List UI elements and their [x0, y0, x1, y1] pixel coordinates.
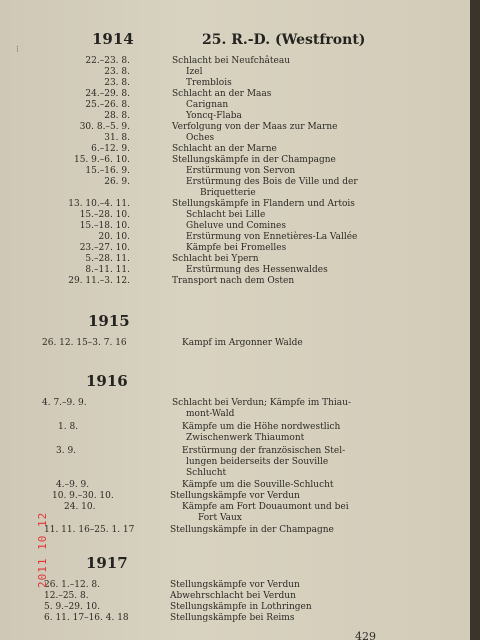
entry-date: 1. 8. [58, 422, 79, 432]
entry-event: Erstürmung von Ennetières-La Vallée [186, 232, 358, 242]
entry-date: 23.–27. 10. [79, 243, 130, 253]
list-item [0, 422, 470, 433]
entry-date: 5.–28. 11. [85, 254, 130, 264]
list-item [0, 409, 470, 420]
list-item [0, 446, 470, 457]
list-item [0, 613, 470, 624]
entry-date: 15. 9.–6. 10. [73, 155, 130, 165]
entry-event: Oches [186, 133, 215, 143]
entry-event: Kämpfe um die Höhe nordwestlich [182, 422, 341, 432]
entry-date: 5. 9.–29. 10. [44, 602, 101, 612]
entry-date: 31. 8. [104, 133, 130, 143]
list-item [0, 177, 470, 188]
list-item [0, 210, 470, 221]
entry-event: Schlucht [186, 468, 227, 478]
entry-event: Erstürmung des Hessenwaldes [186, 265, 328, 275]
list-item [0, 221, 470, 232]
entry-date: 8.–11. 11. [85, 265, 130, 275]
entry-event: Zwischenwerk Thiaumont [186, 433, 305, 443]
entry-event: Schlacht bei Ypern [172, 254, 259, 264]
entry-event: Fort Vaux [198, 513, 242, 523]
entry-date: 29. 11.–3. 12. [68, 276, 130, 286]
list-item [0, 480, 470, 491]
list-item [0, 67, 470, 78]
list-item [0, 232, 470, 243]
entry-event: Yoncq-Flaba [186, 111, 242, 121]
entry-event: Kämpfe bei Fromelles [186, 243, 287, 253]
entry-event: Tremblois [186, 78, 232, 88]
entry-event: Stellungskämpfe vor Verdun [170, 580, 300, 590]
entry-date: 12.–25. 8. [44, 591, 89, 601]
entry-date: 23. 8. [104, 67, 130, 77]
entry-date: 13. 10.–4. 11. [68, 199, 130, 209]
list-item [0, 591, 470, 602]
entry-date: 6.–12. 9. [91, 144, 130, 154]
entry-date: 4. 7.–9. 9. [42, 398, 87, 408]
list-item [0, 580, 470, 591]
entry-date: 22.–23. 8. [85, 56, 130, 66]
entry-event: Schlacht bei Verdun; Kämpfe im Thiau- [172, 398, 351, 408]
entry-date: 20. 10. [98, 232, 130, 242]
list-item [0, 122, 470, 133]
entry-date: 3. 9. [56, 446, 77, 456]
entry-event: Carignan [186, 100, 229, 110]
year-heading-1914: 1914 [92, 30, 134, 48]
list-item [0, 602, 470, 613]
entry-event: Izel [186, 67, 203, 77]
entry-date: 25.–26. 8. [85, 100, 130, 110]
list-item [0, 398, 470, 409]
entry-event: Briquetterie [200, 188, 256, 198]
entry-date: 10. 9.–30. 10. [52, 491, 114, 501]
entry-event: Schlacht bei Neufchâteau [172, 56, 291, 66]
list-item [0, 78, 470, 89]
entry-event: Stellungskämpfe bei Reims [170, 613, 295, 623]
book-edge [470, 0, 480, 640]
list-item [0, 155, 470, 166]
entry-event: Stellungskämpfe vor Verdun [170, 491, 300, 501]
entry-event: Erstürmung des Bois de Ville und der [186, 177, 358, 187]
list-item [0, 525, 470, 536]
entry-date: 28. 8. [104, 111, 130, 121]
entry-event: Verfolgung von der Maas zur Marne [172, 122, 338, 132]
entry-event: Gheluve und Comines [186, 221, 286, 231]
list-item [0, 144, 470, 155]
entry-date: 30. 8.–5. 9. [79, 122, 130, 132]
list-item [0, 457, 470, 468]
entry-event: Schlacht an der Marne [172, 144, 277, 154]
list-item [0, 433, 470, 444]
entry-event: Abwehrschlacht bei Verdun [170, 591, 296, 601]
entry-date: 6. 11. 17–16. 4. 18 [44, 613, 129, 623]
list-item [0, 513, 470, 524]
entry-date: 26. 12. 15–3. 7. 16 [42, 338, 127, 348]
list-item [0, 338, 470, 349]
entry-event: Stellungskämpfe in Flandern und Artois [172, 199, 355, 209]
entry-event: Kampf im Argonner Walde [182, 338, 303, 348]
list-item [0, 56, 470, 67]
list-item [0, 166, 470, 177]
list-item [0, 199, 470, 210]
year-heading-1916: 1916 [86, 372, 128, 390]
entry-date: 26. 9. [104, 177, 130, 187]
entry-event: lungen beiderseits der Souville [186, 457, 329, 467]
entry-date: 26. 1.–12. 8. [44, 580, 101, 590]
entry-date: 11. 11. 16–25. 1. 17 [44, 525, 135, 535]
list-item [0, 243, 470, 254]
entry-date: 15.–18. 10. [79, 221, 130, 231]
list-item [0, 276, 470, 287]
list-item [0, 254, 470, 265]
division-heading: 25. R.-D. (Westfront) [202, 32, 366, 48]
entry-event: Erstürmung der französischen Stel- [182, 446, 346, 456]
year-heading-1917: 1917 [86, 554, 128, 572]
entry-event: mont-Wald [186, 409, 235, 419]
entry-date: 24. 10. [64, 502, 96, 512]
entry-event: Stellungskämpfe in der Champagne [172, 155, 336, 165]
entry-date: 23. 8. [104, 78, 130, 88]
entry-event: Schlacht bei Lille [186, 210, 266, 220]
entry-event: Stellungskämpfe in der Champagne [170, 525, 334, 535]
list-item [0, 265, 470, 276]
margin-mark: ⁝ [16, 45, 19, 55]
entry-date: 15.–16. 9. [85, 166, 130, 176]
list-item [0, 100, 470, 111]
entry-event: Erstürmung von Servon [186, 166, 296, 176]
list-item [0, 468, 470, 479]
entry-event: Schlacht an der Maas [172, 89, 272, 99]
list-item [0, 491, 470, 502]
list-item [0, 111, 470, 122]
list-item [0, 89, 470, 100]
entry-event: Kämpfe am Fort Douaumont und bei [182, 502, 349, 512]
photo-date-stamp: 2011 10 12 [36, 511, 49, 588]
entry-event: Transport nach dem Osten [172, 276, 295, 286]
list-item [0, 502, 470, 513]
page-number: 429 [355, 630, 376, 640]
entry-date: 15.–28. 10. [79, 210, 130, 220]
list-item [0, 188, 470, 199]
entry-event: Kämpfe um die Souville-Schlucht [182, 480, 334, 490]
entry-event: Stellungskämpfe in Lothringen [170, 602, 312, 612]
entry-date: 24.–29. 8. [85, 89, 130, 99]
year-heading-1915: 1915 [88, 312, 130, 330]
entry-date: 4.–9. 9. [56, 480, 90, 490]
list-item [0, 133, 470, 144]
